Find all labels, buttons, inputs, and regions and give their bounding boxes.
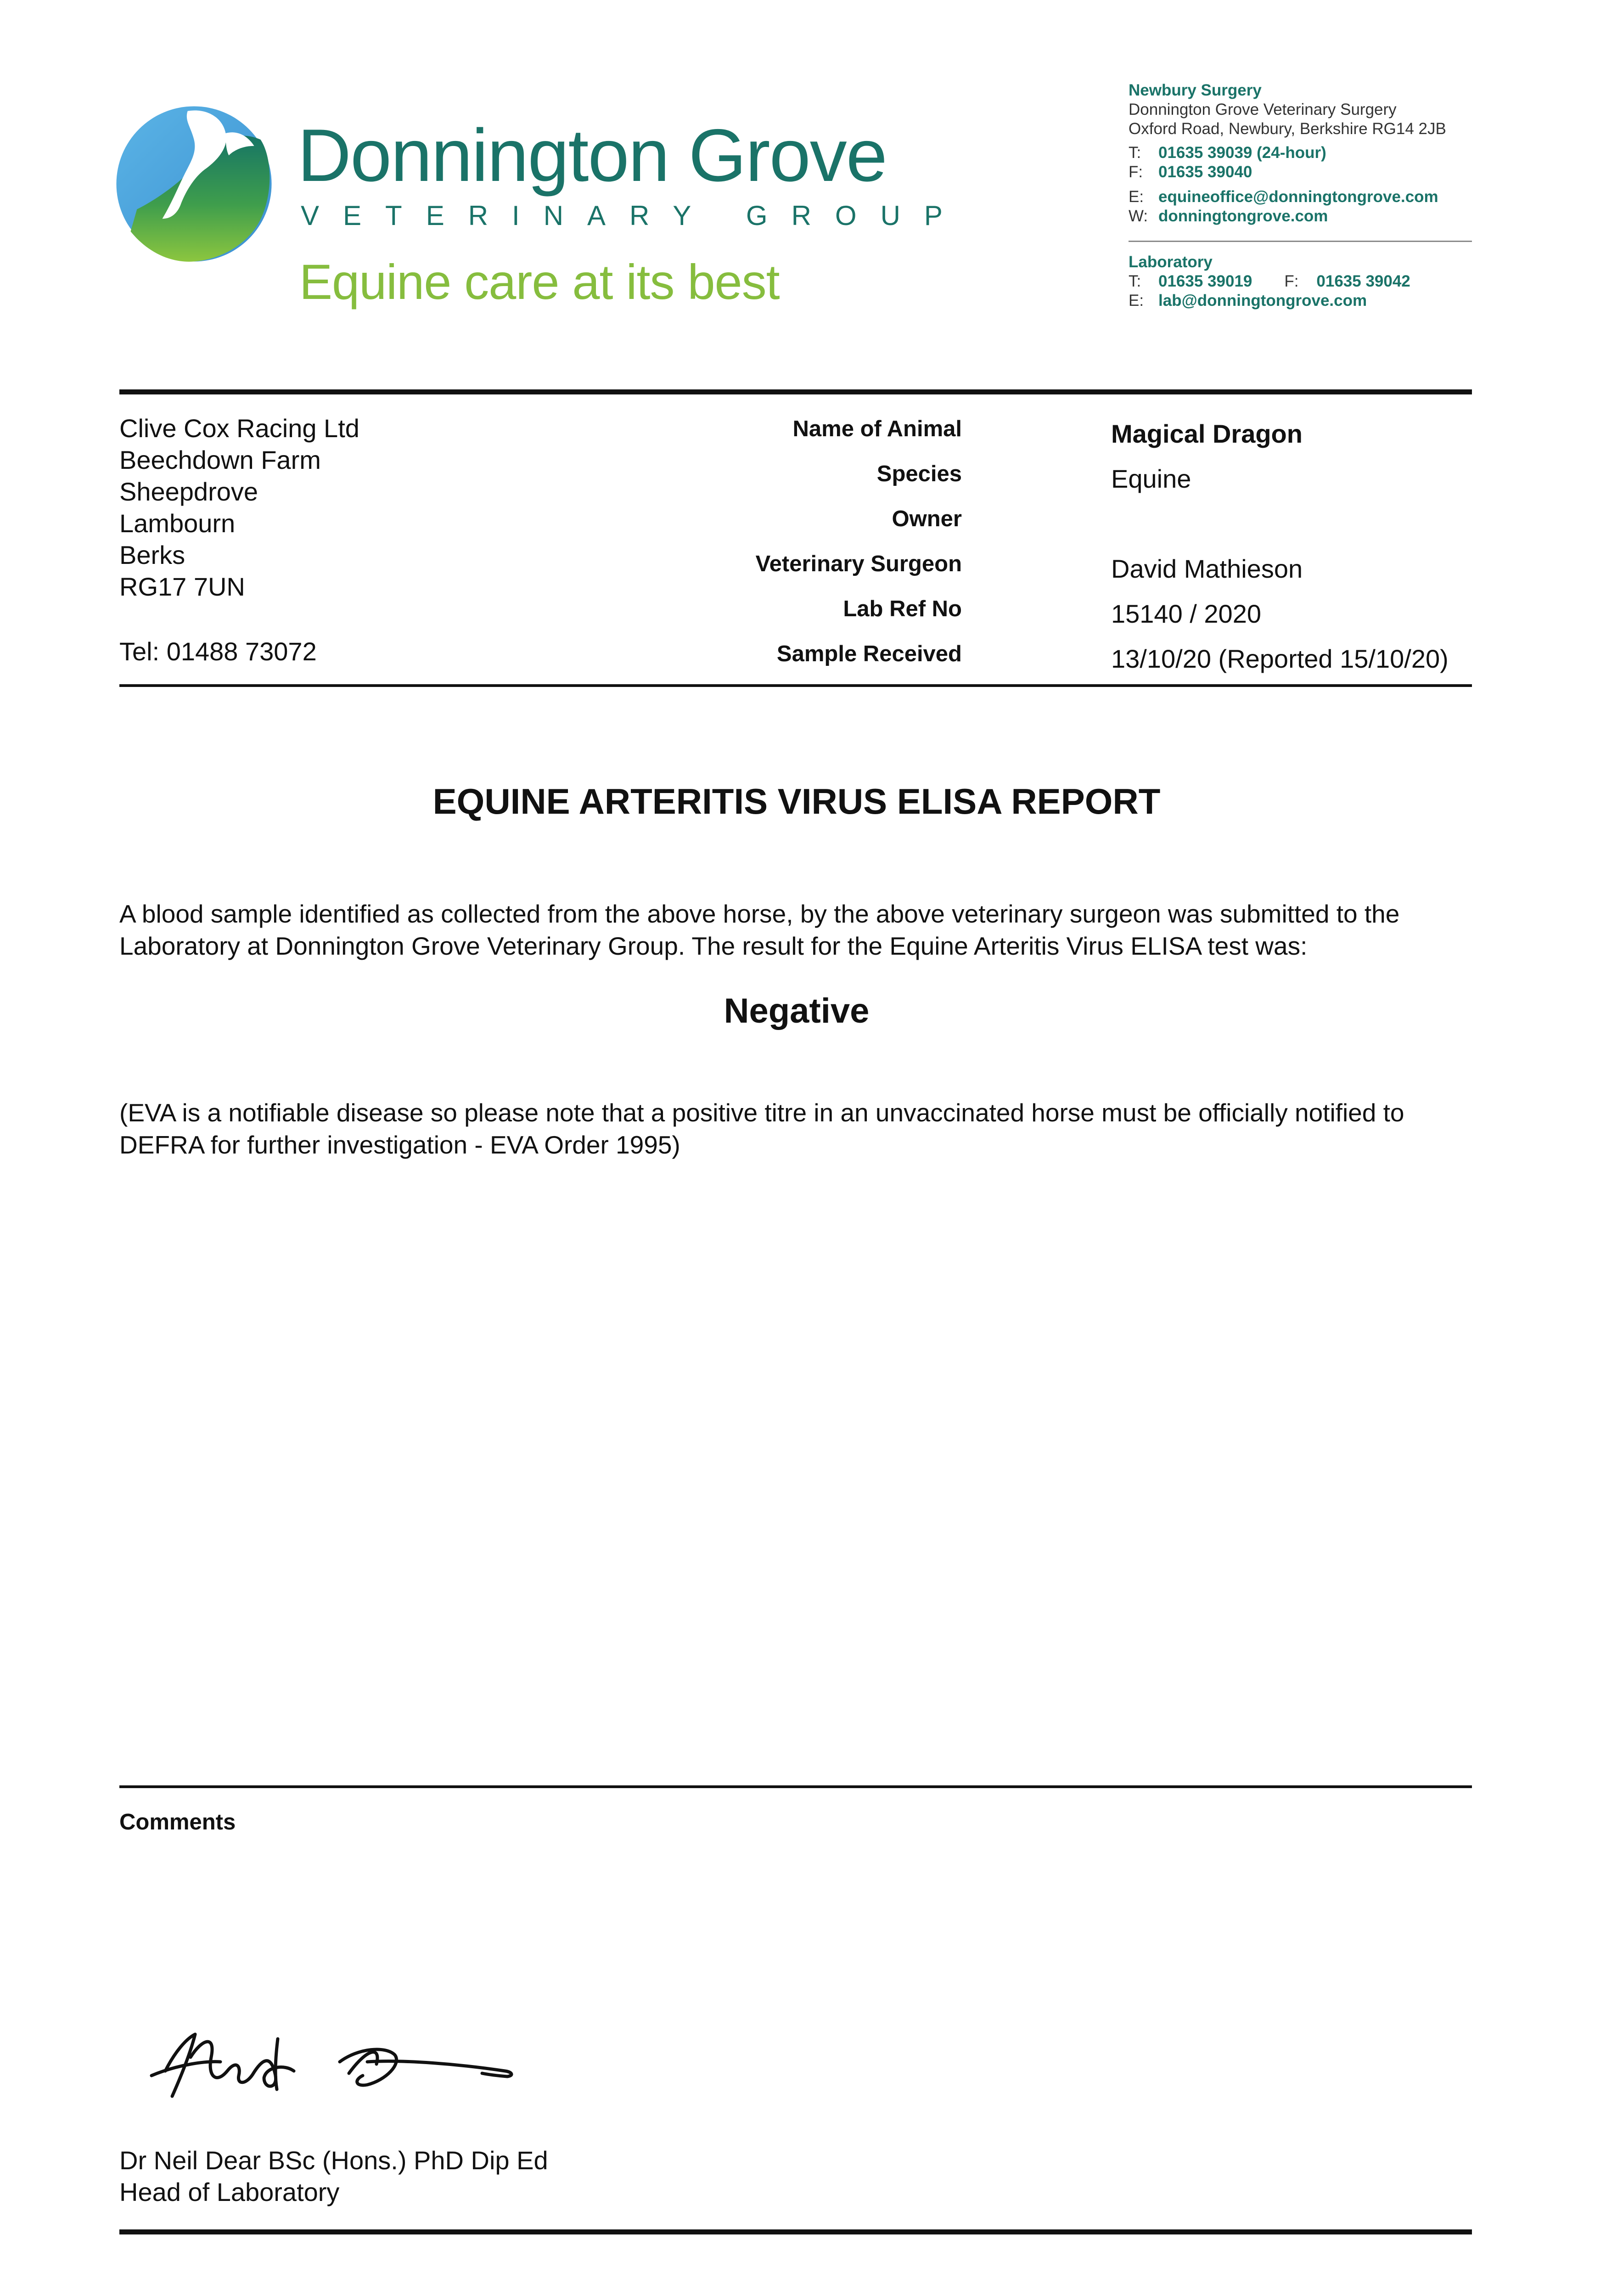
address-line: Berks <box>119 540 185 569</box>
report-title: EQUINE ARTERITIS VIRUS ELISA REPORT <box>432 781 1161 822</box>
info-value: David Mathieson <box>1111 554 1303 583</box>
details-divider <box>119 684 1472 687</box>
laboratory-email-link[interactable]: lab@donningtongrove.com <box>1158 292 1367 310</box>
header-divider <box>119 389 1472 394</box>
signatory-role: Head of Laboratory <box>119 2178 340 2206</box>
info-value: Magical Dragon <box>1111 419 1303 448</box>
info-value: 13/10/20 (Reported 15/10/20) <box>1111 644 1449 673</box>
laboratory-tel[interactable]: 01635 39019 <box>1158 272 1252 290</box>
fax-label: F: <box>1129 163 1143 181</box>
notifiable-note: (EVA is a notifiable disease so please note that a positive titre in an unvaccinated horse must be officially notified to DEFRA for further investigation - EVA Order 1995) <box>119 1098 1404 1159</box>
laboratory-fax: 01635 39042 <box>1316 272 1410 290</box>
info-label: Name of Animal <box>792 416 962 441</box>
comments-divider <box>119 1785 1472 1788</box>
brand-name: Donnington Grove <box>298 114 887 197</box>
test-result: Negative <box>724 991 870 1030</box>
info-label: Lab Ref No <box>843 597 962 621</box>
tel-label: T: <box>1129 272 1141 290</box>
info-row-lab-ref <box>781 596 1488 641</box>
info-row-owner <box>781 506 1488 551</box>
client-address <box>119 412 359 602</box>
horse-head-logo-icon <box>115 105 273 263</box>
brand-subtitle: VETERINARY GROUP <box>301 200 966 231</box>
report-intro: A blood sample identified as collected from the above horse, by the above veterinary surgeon was submitted to the Laboratory at Donnington Grove Veterinary Group. The result for the Equine Arteritis Virus ELISA test was: <box>119 900 1400 960</box>
contact-divider <box>1129 241 1472 242</box>
info-row-veterinary-surgeon <box>755 551 1488 596</box>
info-label: Species <box>876 461 962 486</box>
surgery-address-line: Donnington Grove Veterinary Surgery <box>1129 101 1397 118</box>
surgery-tel[interactable]: 01635 39039 (24-hour) <box>1158 144 1326 162</box>
email-label: E: <box>1129 188 1144 206</box>
email-label: E: <box>1129 292 1144 310</box>
client-telephone: Tel: 01488 73072 <box>119 637 317 666</box>
laboratory-heading: Laboratory <box>1129 253 1213 271</box>
surgery-heading: Newbury Surgery <box>1129 81 1262 99</box>
surgery-address-line: Oxford Road, Newbury, Berkshire RG14 2JB <box>1129 120 1446 138</box>
web-label: W: <box>1129 207 1148 225</box>
footer-divider <box>119 2229 1472 2234</box>
laboratory-contact-block <box>1129 253 1487 310</box>
address-line: RG17 7UN <box>119 572 245 601</box>
info-row-animal-name <box>781 416 1488 461</box>
info-label: Veterinary Surgeon <box>755 551 962 576</box>
surgery-fax: 01635 39040 <box>1158 163 1252 181</box>
info-row-species <box>781 461 1488 506</box>
website-link[interactable]: donningtongrove.com <box>1158 207 1328 225</box>
surgery-email-link[interactable]: equineoffice@donningtongrove.com <box>1158 188 1438 206</box>
signatory-name: Dr Neil Dear BSc (Hons.) PhD Dip Ed <box>119 2146 548 2175</box>
surgery-contact-block <box>1129 81 1487 226</box>
signatory-block <box>119 2144 548 2208</box>
address-line: Clive Cox Racing Ltd <box>119 414 359 443</box>
fax-label: F: <box>1284 272 1299 290</box>
info-label: Owner <box>892 506 962 531</box>
info-value: Equine <box>1111 464 1191 493</box>
info-label: Sample Received <box>776 642 962 666</box>
info-row-sample-received <box>776 641 1488 686</box>
address-line: Sheepdrove <box>119 477 258 506</box>
comments-label: Comments <box>119 1810 236 1835</box>
tel-label: T: <box>1129 144 1141 162</box>
handwritten-signature <box>147 2020 542 2112</box>
brand-tagline: Equine care at its best <box>299 254 780 310</box>
address-line: Lambourn <box>119 509 236 538</box>
address-line: Beechdown Farm <box>119 445 321 474</box>
info-value: 15140 / 2020 <box>1111 599 1261 628</box>
